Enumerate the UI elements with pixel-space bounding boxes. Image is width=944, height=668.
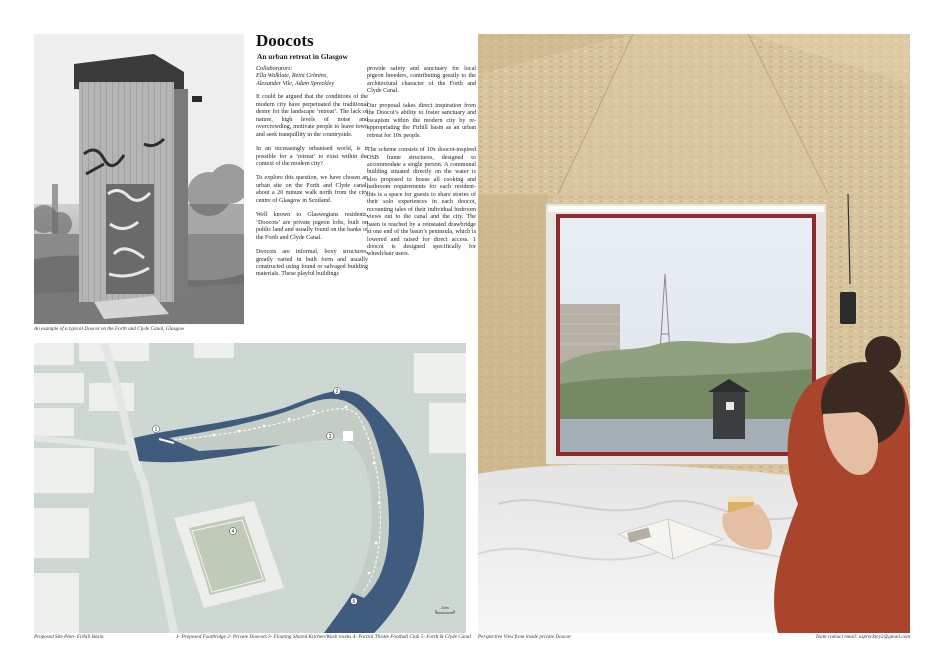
paragraph: It could be argued that the conditions of the modern city have perpetuated the traditional desire for the landscape ‘retreat’. The lack of nature, high levels of noise and overcrowding, motivate people to leave town and seek tranquillity in the countryside. bbox=[256, 94, 368, 138]
article-title: Doocots bbox=[256, 31, 314, 50]
marker-5-label: 5 bbox=[352, 598, 356, 605]
paragraph: In an increasingly urbanised world, is it possible for a ‘retreat’ to exist within the context of the modern city? bbox=[256, 146, 368, 167]
scale-label: 20m bbox=[441, 605, 449, 610]
text-column-1 bbox=[256, 66, 368, 286]
paragraph: provide safety and sanctuary for local pigeon breeders, contributing greatly to the architectural character of the Forth and Clyde Canal. bbox=[367, 66, 476, 95]
doocot-photo bbox=[34, 34, 244, 324]
paragraph: To explore this question, we have chosen an urban site on the Forth and Clyde canal, about a 20 minute walk north from the city centre of Glasgow in Scotland. bbox=[256, 175, 368, 204]
photo-caption: An example of a typical Doocot on the Forth and Clyde Canal, Glasgow bbox=[34, 326, 185, 332]
siteplan-caption: Proposed Site Plan- Firhill Basin bbox=[34, 634, 104, 640]
marker-3-label: 3 bbox=[328, 433, 332, 440]
paragraph: Our proposal takes direct inspiration from the Doocot’s ability to foster sanctuary and escapism within the modern city by re-appropriating the Firhill basin as an urban retreat for 10x people. bbox=[367, 102, 476, 139]
paragraph: The scheme consists of 10x doocot-inspired OSB frame structures, designed to accommodate a single person. A communal building situated directly on the water is also proposed to house all cooking and bathroom requirements for each resident- this is a space for guests to share stories of their solo experiences in each doocot, recounting tales of their individual bedroom views out to the canal and the city. The basin is reached by a reinstated drawbridge at one end of the basin’s peninsula, which is lowered and raised for direct access. 1 doocot is designed specifically for wheelchair users. bbox=[367, 147, 476, 258]
article-subtitle: An urban retreat in Glasgow bbox=[257, 52, 348, 61]
paragraph: Well known to Glaswegians residents, ‘Doocots’ are private pigeon lofts, built on public land and usually found on the banks of the Forth and Clyde Canal. bbox=[256, 212, 368, 241]
marker-4-label: 4 bbox=[231, 528, 235, 535]
siteplan-legend: 1- Proposed Footbridge 2- Private Doocots 3- Floating Shared Kitchen/Wash rooms 4- Partick Thistle Football Club 5- Forth & Clyde Canal bbox=[176, 634, 471, 640]
render-caption: Perspective View from inside private Doocot bbox=[478, 634, 571, 640]
text-column-2 bbox=[367, 66, 476, 266]
site-plan bbox=[34, 343, 466, 633]
contact-caption: Team contact email: aspreckley2@gmail.com bbox=[815, 634, 910, 640]
perspective-render bbox=[478, 34, 910, 633]
marker-1-label: 1 bbox=[154, 426, 158, 433]
marker-2-label: 2 bbox=[335, 388, 339, 395]
paragraph: Doocots are informal, boxy structures, greatly varied in built form and usually constructed using found or salvaged building materials. These playful buildings bbox=[256, 249, 368, 278]
collaborators: Collaborators: Ella Walklate, Reini Celmins, Alexander Vile, Adam Spreckley bbox=[256, 66, 335, 87]
